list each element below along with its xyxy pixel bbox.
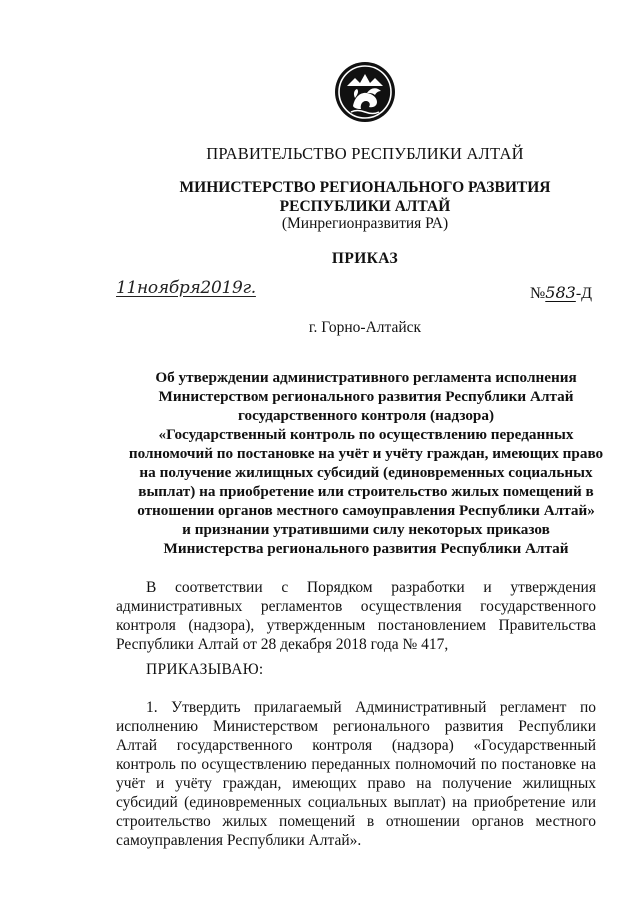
item-1-paragraph: 1. Утвердить прилагаемый Административный регламент по исполнению Министерством регионального развития Республики Алтай государственного контроля (надзора) «Государственный контроль по осуществлению переданных полномочий по постановке на учёт и учёту граждан, имеющих право на получение жилищных субсидий (единовременных социальных выплат) на приобретение или строительство жилых помещений в отношении органов местного самоуправления Республики Алтай».	[116, 699, 596, 849]
order-number	[530, 283, 592, 303]
title-line: отношении органов местного самоуправления Республики Алтай»	[137, 502, 595, 519]
title-line: на получение жилищных субсидий (единовременных социальных	[139, 464, 593, 481]
order-title	[116, 368, 616, 558]
title-line: «Государственный контроль по осуществлению переданных	[158, 426, 574, 443]
title-line: выплат) на приобретение или строительство жилых помещений в	[138, 483, 594, 500]
title-line: Министерством регионального развития Республики Алтай	[158, 388, 574, 405]
ministry-name	[0, 178, 640, 216]
title-line: и признании утратившими силу некоторых приказов	[182, 521, 550, 538]
title-line: Министерства регионального развития Республики Алтай	[163, 540, 569, 557]
handwritten-date: 11ноября2019г.	[116, 278, 256, 298]
government-name: ПРАВИТЕЛЬСТВО РЕСПУБЛИКИ АЛТАЙ	[206, 144, 524, 163]
city: г. Горно-Алтайск	[308, 319, 422, 336]
title-line: полномочий по постановке на учёт и учёту граждан, имеющих право	[128, 445, 604, 462]
ministry-name-line-1: МИНИСТЕРСТВО РЕГИОНАЛЬНОГО РАЗВИТИЯ	[179, 179, 551, 196]
republic-altai-emblem-icon	[333, 60, 397, 124]
document-type: ПРИКАЗ	[331, 250, 399, 267]
preamble-paragraph: В соответствии с Порядком разработки и утверждения административных регламентов осуществления государственного контроля (надзора), утвержденным постановлением Правительства Республики Алтай от 28 декабря 2018 года № 417,	[116, 579, 596, 653]
title-line: государственного контроля (надзора)	[237, 407, 495, 424]
number-sign: №	[530, 285, 546, 302]
number-suffix: -Д	[575, 285, 593, 302]
title-line: Об утверждении административного регламента исполнения	[155, 369, 577, 386]
handwritten-number: 583	[545, 283, 576, 302]
ministry-name-line-2: РЕСПУБЛИКИ АЛТАЙ	[279, 198, 451, 215]
decree-word: ПРИКАЗЫВАЮ:	[146, 661, 264, 678]
ministry-short-name: (Минрегионразвития РА)	[281, 215, 449, 232]
